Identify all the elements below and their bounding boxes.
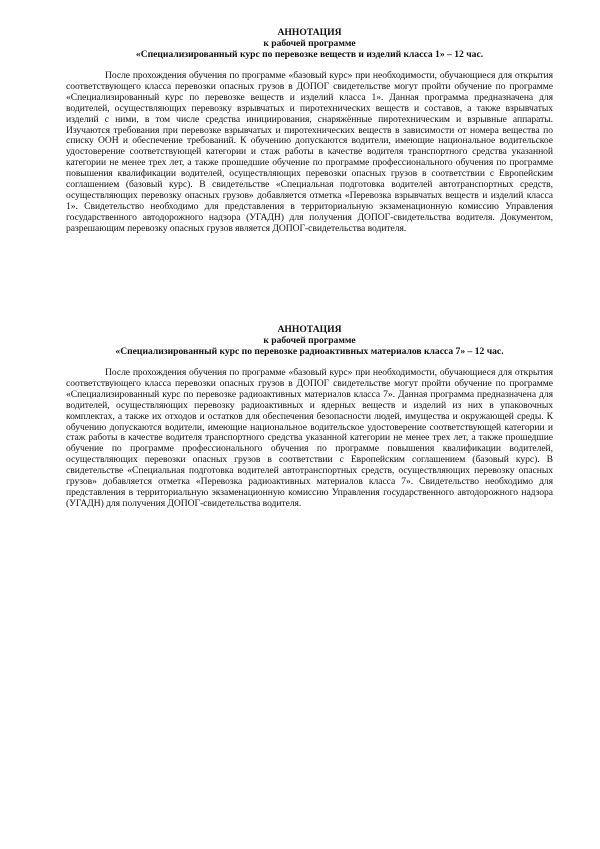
annotation-section-class-7 bbox=[66, 324, 553, 510]
program-title: «Специализированный курс по перевозке радиоактивных материалов класса 7» – 12 час. bbox=[115, 346, 504, 357]
annotation-subheading: к рабочей программе bbox=[263, 335, 356, 346]
program-title: «Специализированный курс по перевозке веществ и изделий класса 1» – 12 час. bbox=[135, 49, 484, 60]
annotation-section-class-1 bbox=[66, 27, 553, 235]
annotation-paragraph: После прохождения обучения по программе «базовый курс» при необходимости, обучающиеся для открытия соответствующего класса перевозки опасных грузов в ДОПОГ свидетельстве могут пройти обучение по программе «Специализированный курс по перевозке радиоактивных материалов класса 7». Данная программа предназначена для водителей, осуществляющих перевозку радиоактивных и ядерных веществ и изделий из них в упаковочных комплектах, а также их отходов и остатков для обеспечения безопасности людей, имущества и окружающей среды. К обучению допускаются водители, имеющие национальное водительское удостоверение соответствующей категории и стаж работы в качестве водителя транспортного средства указанной категории не менее трех лет, а также прошедшие обучение по программе профессионального обучения по программе повышения квалификации водителей, осуществляющих перевозки опасных грузов в соответствии с Европейским соглашением (базовый курс). В свидетельстве «Специальная подготовка водителей автотранспортных средств, осуществляющих перевозку опасных грузов» добавляется отметка «Перевозка радиоактивных материалов класса 7». Свидетельство необходимо для представления в территориальную экзаменационную комиссию Управления государственного автодорожного надзора (УГАДН) для получения ДОПОГ-свидетельства водителя. bbox=[66, 367, 553, 509]
annotation-heading: АННОТАЦИЯ bbox=[277, 27, 342, 38]
annotation-heading: АННОТАЦИЯ bbox=[277, 324, 342, 335]
annotation-paragraph: После прохождения обучения по программе «базовый курс» при необходимости, обучающиеся для открытия соответствующего класса перевозки опасных грузов в ДОПОГ свидетельстве могут пройти обучение по программе «Специализированный курс по перевозке веществ и изделий класса 1». Данная программа предназначена для водителей, осуществляющих перевозку взрывчатых и пиротехнических веществ и составов, а также взрывчатых изделий с ними, в том числе средства инициирования, снаряжённые пиротехническим и взрывные аппараты. Изучаются требования при перевозке взрывчатых и пиротехнических веществ в зависимости от номера вещества по списку ООН и обеспечение требований. К обучению допускаются водители, имеющие национальное водительское удостоверение соответствующей категории и стаж работы в качестве водителя транспортного средства указанной категории не менее трех лет, а также прошедшие обучение по программе профессионального обучения по программе повышения квалификации водителей, осуществляющих перевозки опасных грузов в соответствии с Европейским соглашением (базовый курс). В свидетельстве «Специальная подготовка водителей автотранспортных средств, осуществляющих перевозку опасных грузов» добавляется отметка «Перевозка взрывчатых веществ и изделий класса 1». Свидетельство необходимо для представления в территориальную экзаменационную комиссию Управления государственного автодорожного надзора (УГАДН) для получения ДОПОГ-свидетельства водителя. Документом, разрешающим перевозку опасных грузов является ДОПОГ-свидетельства водителя. bbox=[66, 70, 553, 234]
annotation-subheading: к рабочей программе bbox=[263, 38, 356, 49]
